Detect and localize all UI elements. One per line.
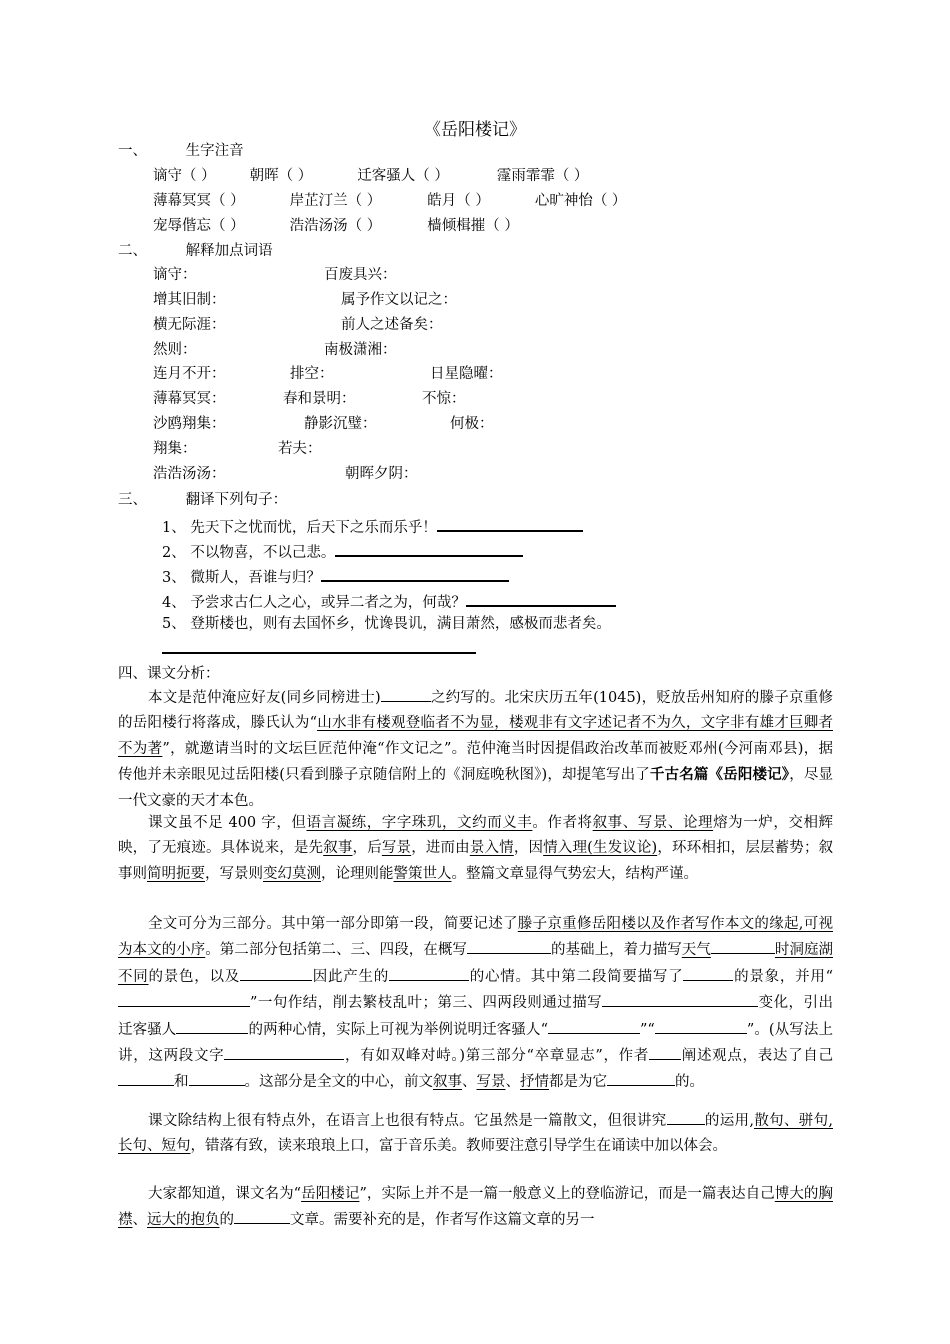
translation-item: 5、 登斯楼也，则有去国怀乡，忧谗畏讥，满目萧然，感极而悲者矣。 [162, 616, 611, 632]
vocab-term: 百废具兴： [324, 267, 397, 283]
fill-blank [548, 1017, 640, 1034]
pinyin-row-3 [153, 216, 519, 236]
analysis-paragraph-3: 全文可分为三部分。其中第一部分即第一段，简要记述了滕子京重修岳阳楼以及作者写作本文的缘起,可视为本文的小序。第二部分包括第二、三、四段，在概写 的基础上，着力描写天气 时洞庭湖不同的景色，以及 因此产生的 的心情。其中第二段简要描写了 的景象，并用“”一句作结，削去繁枝乱叶；第三、四两段则通过描写 变化，引出迁客骚人 的两种心情，实际上可视为举例说明迁客骚人“ ”“ ”。(从写法上讲，这两段文字 ，有如双峰对峙。)第三部分“卒章显志”，作者 阐述观点，表达了自己和 。这部分是全文的中心，前文叙事、写景、抒情都是为它 的。 [118, 916, 834, 1091]
fill-blank [607, 1069, 675, 1086]
pinyin-item: 迁客骚人（ ） [357, 168, 449, 184]
vocab-term: 春和景明： [283, 391, 356, 407]
pinyin-item: 谪守（ ） [153, 168, 216, 184]
section-2-title: 解释加点词语 [185, 243, 273, 259]
vocab-term: 沙鸥翔集： [153, 416, 226, 432]
section-3-heading [118, 490, 287, 510]
vocab-term: 连月不开： [153, 366, 226, 382]
pinyin-item: 薄幕冥冥（ ） [153, 193, 245, 209]
analysis-paragraph-4: 课文除结构上很有特点外，在语言上也很有特点。它虽然是一篇散文，但很讲究 的运用,散句、骈句,长句、短句，错落有致，读来琅琅上口，富于音乐美。教师要注意引导学生在诵读中加以体会。 [118, 1108, 833, 1160]
section-1-heading [118, 141, 244, 161]
section-2-number: 二、 [118, 243, 147, 259]
fill-blank [711, 937, 775, 954]
bold-emphasis: 千古名篇《岳阳楼记》 [649, 766, 790, 784]
underlined-quote: 山水非有楼观登临者不为显，楼观非有文字述记者不为久，文字非有雄才巨卿者不为著 [118, 715, 834, 757]
answer-blank [335, 539, 523, 557]
translation-sentence: 4、 予尝求古仁人之心，或异二者之为，何哉？ [162, 595, 466, 611]
pinyin-item: 心旷神怡（ ） [534, 193, 627, 209]
translation-sentence: 1、 先天下之忧而忧，后天下之乐而乐乎！ [162, 520, 437, 536]
vocab-term: 若夫： [278, 441, 322, 457]
fill-blank [176, 1017, 248, 1034]
section-3-number: 三、 [118, 492, 147, 508]
fill-blank [224, 1043, 344, 1060]
analysis-paragraph-5: 大家都知道，课文名为“岳阳楼记”，实际上并不是一篇一般意义上的登临游记，而是一篇表达自己博大的胸襟、远大的抱负的 文章。需要补充的是，作者写作这篇文章的另一 [118, 1186, 833, 1229]
answer-blank [466, 589, 616, 607]
section-3-title: 翻译下列句子： [185, 492, 288, 508]
vocab-term: 南极潇湘： [324, 342, 397, 358]
fill-blank [118, 990, 250, 1007]
fill-blank [389, 964, 469, 981]
vocab-term: 属予作文以记之： [341, 292, 457, 308]
translation-item [162, 539, 523, 563]
section-2-heading [118, 241, 273, 261]
vocab-term: 谪守： [153, 267, 197, 283]
fill-blank [667, 1108, 705, 1125]
fill-blank [655, 1017, 747, 1034]
vocab-term: 何极： [450, 416, 494, 432]
vocab-term: 浩浩汤汤： [153, 466, 226, 482]
answer-blank [321, 564, 509, 582]
document-title: 《岳阳楼记》 [424, 120, 526, 140]
fill-blank [118, 1069, 174, 1086]
translation-item [162, 589, 616, 613]
translation-item [162, 564, 509, 588]
vocab-term: 前人之述备矣： [341, 317, 443, 333]
section-1-title: 生字注音 [185, 143, 244, 159]
answer-blank [437, 514, 583, 532]
fill-blank [234, 1207, 290, 1224]
fill-blank [683, 964, 733, 981]
vocab-term: 翔集： [153, 441, 197, 457]
fill-blank [602, 990, 758, 1007]
translation-item [162, 514, 583, 538]
fill-blank [381, 685, 431, 702]
fill-blank [189, 1069, 245, 1086]
fill-blank [240, 964, 312, 981]
pinyin-item: 樯倾楫摧（ ） [427, 218, 519, 234]
translation-sentence: 3、 微斯人，吾谁与归？ [162, 570, 321, 586]
vocab-term: 日星隐曜： [430, 366, 503, 382]
pinyin-item: 朝晖（ ） [249, 168, 313, 184]
pinyin-item: 浩浩汤汤（ ） [289, 218, 382, 234]
vocab-term: 薄幕冥冥： [153, 391, 226, 407]
section-1-number: 一、 [118, 143, 147, 159]
pinyin-item: 岸芷汀兰（ ） [289, 193, 382, 209]
vocab-term: 不惊： [422, 391, 466, 407]
fill-blank [649, 1043, 681, 1060]
vocab-term: 增其旧制： [153, 292, 226, 308]
pinyin-row-1 [153, 166, 588, 186]
analysis-paragraph-2: 课文虽不足 400 字，但语言凝练，字字珠玑，文约而义丰。作者将叙事、写景、论理熔为一炉，交相辉映，了无痕迹。具体说来，是先叙事，后写景，进而由景入情，因情入理(生发议论)，环环相扣，层层蓄势；叙事则简明扼要，写景则变幻莫测，论理则能警策世人。整篇文章显得气势宏大，结构严谨。 [118, 815, 834, 882]
pinyin-row-2 [153, 191, 626, 211]
pinyin-item: 宠辱偕忘（ ） [153, 218, 245, 234]
translation-sentence: 2、 不以物喜，不以己悲。 [162, 545, 336, 561]
pinyin-item: 皓月（ ） [427, 193, 490, 209]
pinyin-item: 霪雨霏霏（ ） [496, 168, 589, 184]
vocab-term: 静影沉璧： [304, 416, 377, 432]
vocab-term: 朝晖夕阴： [345, 466, 418, 482]
fill-blank [467, 937, 551, 954]
vocab-term: 横无际涯： [153, 317, 226, 333]
analysis-paragraph-1: 本文是范仲淹应好友(同乡同榜进士) 之约写的。北宋庆历五年(1045)，贬放岳州知府的滕子京重修的岳阳楼行将落成，滕氏认为“山水非有楼观登临者不为显，楼观非有文字述记者不为久，文字非有雄才巨卿者不为著”，就邀请当时的文坛巨匠范仲淹“作文记之”。范仲淹当时因提倡政治改革而被贬邓州(今河南邓县)，据传他并未亲眼见过岳阳楼(只看到滕子京随信附上的《洞庭晚秋图》)，却提笔写出了千古名篇《岳阳楼记》，尽显一代文豪的天才本色。 [118, 685, 833, 814]
vocab-term: 然则： [153, 342, 197, 358]
vocab-term: 排空： [290, 366, 334, 382]
section-4-heading: 四、课文分析： [118, 666, 220, 682]
answer-blank [162, 652, 476, 654]
